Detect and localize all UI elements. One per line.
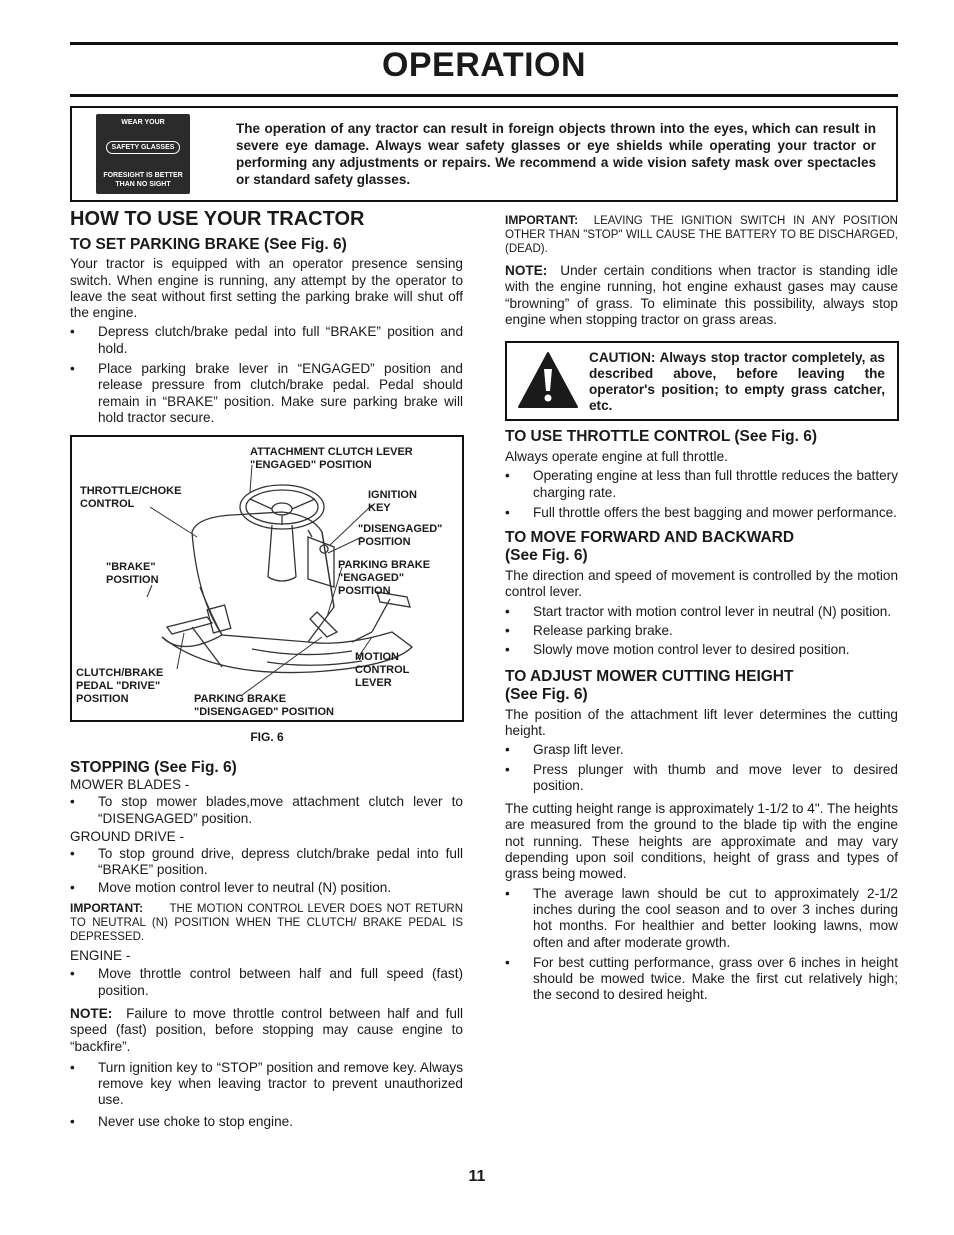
list-item: • Grasp lift lever. (505, 742, 898, 758)
important-text: THE MOTION CONTROL LEVER DOES NOT RETURN TO NEUTRAL (N) POSITION WHEN THE CLUTCH/ BRAKE PEDAL IS DEPRESSED. (70, 903, 463, 944)
throttle-heading: TO USE THROTTLE CONTROL (See Fig. 6) (505, 428, 818, 445)
label-line: CLUTCH/BRAKE (76, 667, 164, 679)
left-column-top (70, 208, 463, 426)
throttle-intro: Always operate engine at full throttle. (505, 449, 728, 464)
cutting-height-intro: The position of the attachment lift lever determines the cutting height. (505, 706, 898, 738)
safety-notice-box (70, 106, 898, 202)
note-text: Failure to move throttle control between half and full speed (fast) position, before stopping may cause engine to “backfire”. (70, 1005, 464, 1054)
badge-line-2: SAFETY GLASSES (106, 141, 180, 154)
important-label: IMPORTANT: (70, 901, 144, 916)
label-line: CONTROL (80, 498, 135, 510)
list-item: • Move motion control lever to neutral (N) position. (70, 880, 463, 896)
label-motion-control (355, 651, 409, 690)
heading-line: (See Fig. 6) (505, 547, 588, 565)
label-line: "DISENGAGED" POSITION (194, 706, 335, 718)
engine-label: ENGINE - (70, 948, 131, 964)
mower-blades-label: MOWER BLADES - (70, 777, 190, 792)
forward-intro: The direction and speed of movement is controlled by the motion control lever. (505, 568, 898, 600)
label-line: POSITION (358, 536, 411, 548)
label-line: THROTTLE/CHOKE (80, 485, 182, 497)
left-column-bottom (70, 759, 463, 1130)
label-attachment-clutch (250, 446, 413, 472)
page-number: 11 (468, 1168, 486, 1185)
label-line: "BRAKE" (106, 561, 156, 573)
title-underline (70, 94, 898, 97)
list-item: • Slowly move motion control lever to desired position. (505, 642, 898, 658)
badge-line-3: FORESIGHT IS BETTER (103, 172, 183, 179)
label-line: "ENGAGED" POSITION (250, 459, 372, 471)
label-brake-position (106, 561, 159, 587)
main-heading: HOW TO USE YOUR TRACTOR (70, 208, 365, 230)
badge-line-1: WEAR YOUR (121, 119, 165, 126)
safety-glasses-badge-icon (96, 114, 190, 194)
label-line: PEDAL "DRIVE" (76, 680, 161, 692)
list-item: • For best cutting performance, grass over 6 inches in height should be mowed twice. Make the first cut relatively high; the second to desired height. (505, 955, 898, 1004)
label-line: ATTACHMENT CLUTCH LEVER (250, 446, 413, 458)
list-item: • The average lawn should be cut to approximately 2-1/2 inches during the cool season and to over 3 inches during hot months. For healthier and better looking lawns, mow often and after moderate growth. (505, 886, 898, 951)
right-column-bottom (505, 428, 898, 1004)
list-item: • To stop mower blades,move attachment clutch lever to “DISENGAGED” position. (70, 794, 463, 827)
label-line: CONTROL (355, 664, 410, 676)
label-line: POSITION (76, 693, 129, 705)
list-item: • Full throttle offers the best bagging and mower performance. (505, 505, 898, 521)
parking-brake-intro: Your tractor is equipped with an operator presence sensing switch. When engine is running, any attempt by the operator to leave the seat without first setting the parking brake will shut off the engine. (70, 256, 463, 321)
list-item: • Start tractor with motion control lever in neutral (N) position. (505, 604, 898, 620)
safety-notice-text: The operation of any tractor can result in foreign objects thrown into the eyes, which can result in severe eye damage. Always wear safety glasses or eye shields while operating your tractor or performing any adjustments or repairs. We recommend a wide vision safety mask over spectacles or standard safety glasses. (236, 121, 876, 187)
ground-drive-list (70, 846, 463, 896)
label-parking-brake-disengaged (194, 693, 334, 719)
label-line: "DISENGAGED" (358, 523, 443, 535)
ground-drive-label: GROUND DRIVE - (70, 828, 185, 844)
stopping-heading: STOPPING (See Fig. 6) (70, 759, 237, 776)
page-title: OPERATION (381, 46, 587, 84)
list-item: • Never use choke to stop engine. (70, 1114, 463, 1130)
right-column-top (505, 213, 898, 328)
figure-6 (70, 435, 464, 722)
final-list (70, 1060, 463, 1130)
caution-box (505, 341, 899, 421)
cutting-height-tips-list (505, 886, 898, 1004)
list-item: • Depress clutch/brake pedal into full “BRAKE” position and hold. (70, 324, 463, 357)
label-parking-brake-engaged (338, 559, 430, 598)
label-line: PARKING BRAKE (338, 559, 431, 571)
label-line: LEVER (355, 677, 392, 689)
mower-blades-list (70, 794, 463, 827)
important-label: IMPORTANT: (505, 213, 579, 227)
list-item: • Turn ignition key to “STOP” position and remove key. Always remove key when leaving tractor to prevent unauthorized use. (70, 1060, 463, 1109)
heading-line: (See Fig. 6) (505, 685, 588, 703)
list-item: • Press plunger with thumb and move lever to desired position. (505, 762, 898, 795)
note-label: NOTE: (70, 1005, 113, 1021)
heading-line: TO MOVE FORWARD AND BACKWARD (505, 529, 795, 547)
important-text: LEAVING THE IGNITION SWITCH IN ANY POSITION OTHER THAN "STOP" WILL CAUSE THE BATTERY TO BE DISCHARGED, (DEAD). (505, 215, 898, 255)
throttle-list (505, 468, 898, 521)
label-line: IGNITION (368, 489, 417, 501)
heading-line: TO ADJUST MOWER CUTTING HEIGHT (505, 667, 794, 685)
list-item: • To stop ground drive, depress clutch/brake pedal into full “BRAKE” position. (70, 846, 463, 879)
forward-list (505, 604, 898, 659)
label-line: "ENGAGED" (338, 572, 405, 584)
important-ignition-note (505, 213, 898, 256)
forward-backward-heading (505, 529, 898, 565)
label-line: MOTION (355, 651, 399, 663)
figure-caption: FIG. 6 (250, 730, 284, 744)
label-line: PARKING BRAKE (194, 693, 287, 705)
label-disengaged (358, 523, 442, 549)
top-rule (70, 42, 898, 45)
parking-brake-heading: TO SET PARKING BRAKE (See Fig. 6) (70, 236, 347, 254)
cutting-height-paragraph: The cutting height range is approximately 1-1/2 to 4". The heights are measured from the ground to the blade tip with the engine not running. These heights are approximate and may vary depending upon soil conditions, height of grass and types of grass being mowed. (505, 801, 898, 882)
note-browning (505, 263, 898, 328)
list-item: • Operating engine at less than full throttle reduces the battery charging rate. (505, 468, 898, 501)
list-item: • Place parking brake lever in “ENGAGED” position and release pressure from clutch/brake pedal. Pedal should remain in “BRAKE” position. Make sure parking brake will hold tractor secure. (70, 361, 463, 426)
cutting-height-list (505, 742, 898, 794)
list-item: • Release parking brake. (505, 623, 898, 639)
note-backfire (70, 1006, 463, 1055)
engine-list (70, 966, 463, 999)
note-label: NOTE: (505, 263, 548, 278)
important-motion-note (70, 901, 463, 944)
caution-text: CAUTION: Always stop tractor completely, as described above, before leaving the operator's position; to empty grass catcher, etc. (589, 350, 885, 413)
label-line: POSITION (338, 585, 391, 597)
badge-footer (96, 171, 190, 189)
warning-triangle-icon (517, 351, 579, 409)
note-text: Under certain conditions when tractor is standing idle with the engine running, hot engine exhaust gases may cause “browning” of grass. To eliminate this possibility, always stop engine when stopping tractor on grass areas. (505, 263, 898, 327)
parking-brake-list (70, 324, 463, 426)
list-item: • Move throttle control between half and full speed (fast) position. (70, 966, 463, 999)
label-clutch-brake-pedal (76, 667, 163, 706)
label-throttle-choke (80, 485, 181, 511)
label-line: KEY (368, 502, 391, 514)
label-ignition-key (368, 489, 417, 515)
badge-line-4: THAN NO SIGHT (115, 181, 171, 188)
cutting-height-heading (505, 668, 898, 704)
label-line: POSITION (106, 574, 159, 586)
